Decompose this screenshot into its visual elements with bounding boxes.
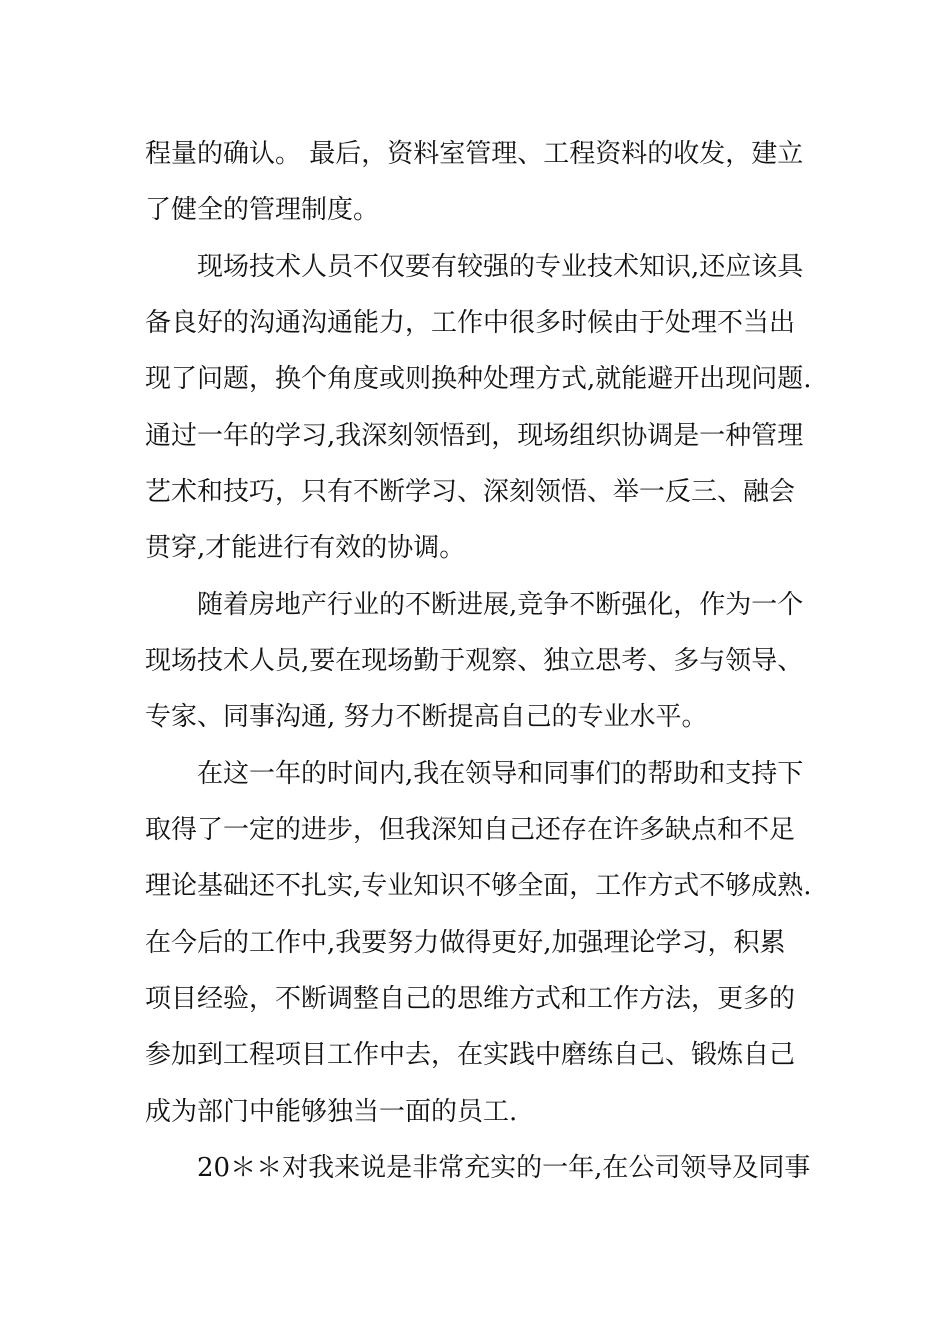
paragraph-first-line: 随着房地产行业的不断进展,竞争不断强化，作为一个 (197, 590, 804, 620)
text-line: 专家、同事沟通, 努力不断提高自己的专业水平。 (145, 702, 708, 732)
text-line: 取得了一定的进步，但我深知自己还存在许多缺点和不足 (145, 815, 796, 845)
text-line: 在今后的工作中,我要努力做得更好,加强理论学习，积累 (145, 928, 786, 958)
text-line: 备良好的沟通沟通能力，工作中很多时候由于处理不当出 (145, 308, 796, 338)
text-line: 项目经验，不断调整自己的思维方式和工作方法，更多的 (145, 984, 796, 1014)
text-line: 参加到工程项目工作中去，在实践中磨练自己、锻炼自己 (145, 1040, 796, 1070)
text-line: 现场技术人员,要在现场勤于观察、独立思考、多与领导、 (145, 646, 804, 676)
text-line: 通过一年的学习,我深刻领悟到，现场组织协调是一种管理 (145, 421, 804, 451)
text-line: 现了问题，换个角度或则换种处理方式,就能避开出现问题. (145, 364, 812, 394)
text-line: 贯穿,才能进行有效的协调。 (145, 533, 466, 563)
paragraph-first-line: 在这一年的时间内,我在领导和同事们的帮助和支持下 (197, 759, 804, 789)
paragraph-first-line: 20＊＊对我来说是非常充实的一年,在公司领导及同事 (197, 1153, 811, 1183)
paragraph-first-line: 现场技术人员不仅要有较强的专业技术知识,还应该具 (197, 252, 804, 282)
text-line: 理论基础还不扎实,专业知识不够全面，工作方式不够成熟. (145, 871, 812, 901)
text-line: 艺术和技巧，只有不断学习、深刻领悟、举一反三、融会 (145, 477, 796, 507)
text-line: 了健全的管理制度。 (145, 195, 380, 225)
text-line: 程量的确认。 最后，资料室管理、工程资料的收发，建立 (145, 139, 804, 169)
text-line: 成为部门中能够独当一面的员工. (145, 1097, 518, 1127)
